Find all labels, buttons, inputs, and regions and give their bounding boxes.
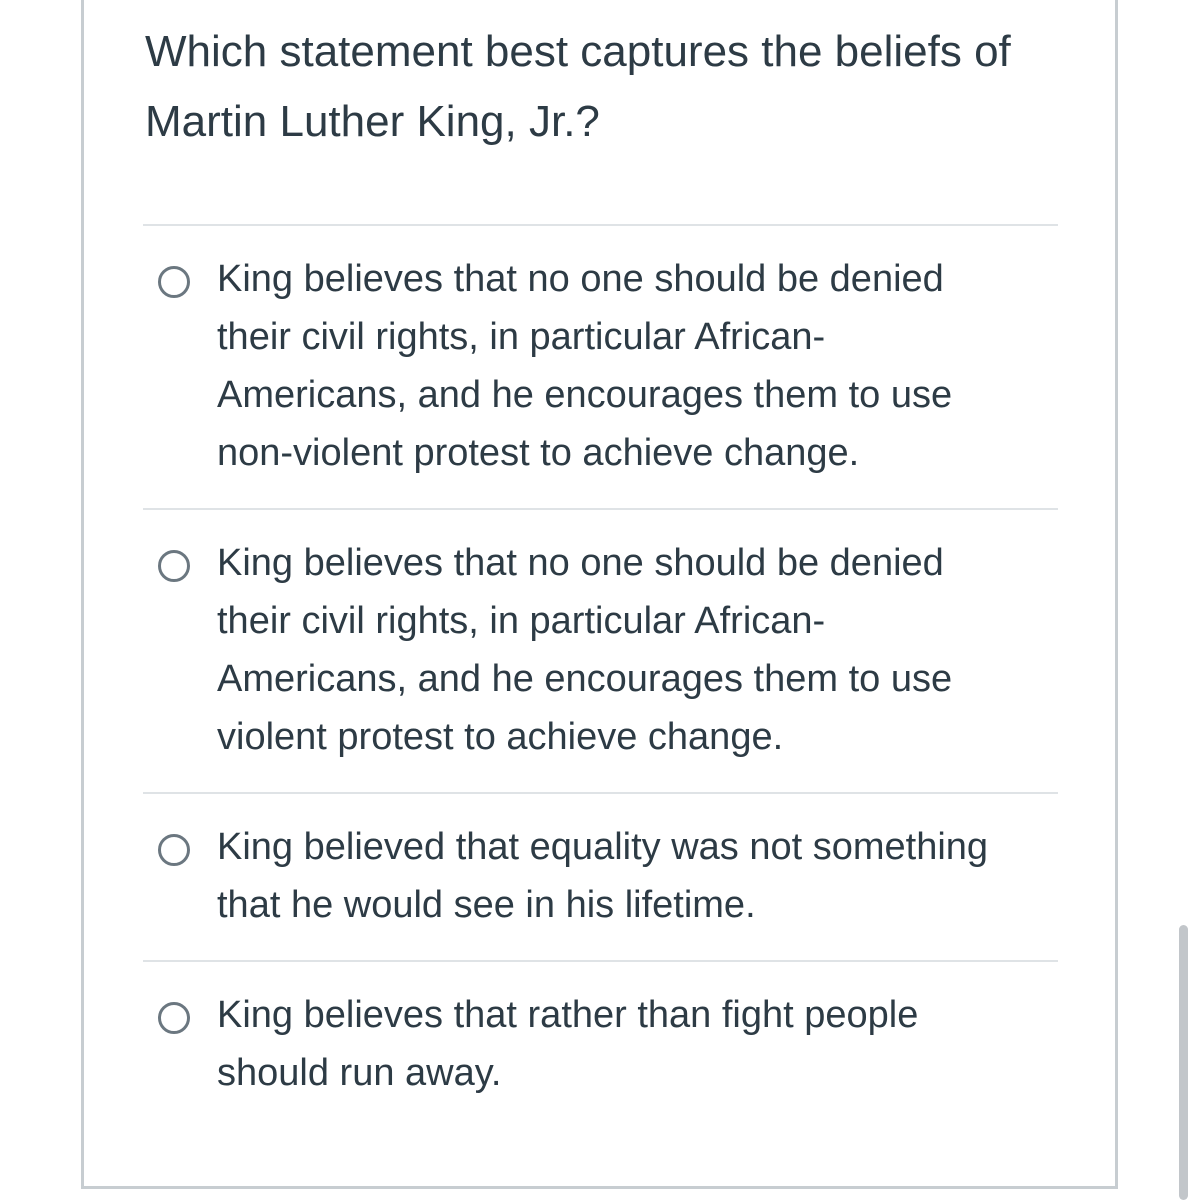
quiz-question-card xyxy=(81,0,1118,1189)
answer-option-3[interactable] xyxy=(143,794,1058,960)
radio-button[interactable] xyxy=(158,834,190,866)
radio-button[interactable] xyxy=(158,1002,190,1034)
radio-button[interactable] xyxy=(158,550,190,582)
scrollbar-thumb[interactable] xyxy=(1179,925,1188,1200)
radio-button[interactable] xyxy=(158,266,190,298)
answer-label: King believed that equality was not something that he would see in his lifetime. xyxy=(217,826,989,926)
answer-option-2[interactable] xyxy=(143,510,1058,792)
answer-label: King believes that no one should be denied their civil rights, in particular African- Americans, and he encourages them to use violent protest to achieve change. xyxy=(217,542,953,758)
question-line: Martin Luther King, Jr.? xyxy=(145,97,600,146)
question-text xyxy=(145,17,1075,157)
answer-label: King believes that rather than fight people should run away. xyxy=(217,994,919,1094)
answer-list xyxy=(143,224,1058,1102)
answer-option-4[interactable] xyxy=(143,962,1058,1102)
answer-option-1[interactable] xyxy=(143,226,1058,508)
question-line: Which statement best captures the beliefs of xyxy=(145,27,1011,76)
answer-label: King believes that no one should be denied their civil rights, in particular African- Americans, and he encourages them to use non-violent protest to achieve change. xyxy=(217,258,953,474)
